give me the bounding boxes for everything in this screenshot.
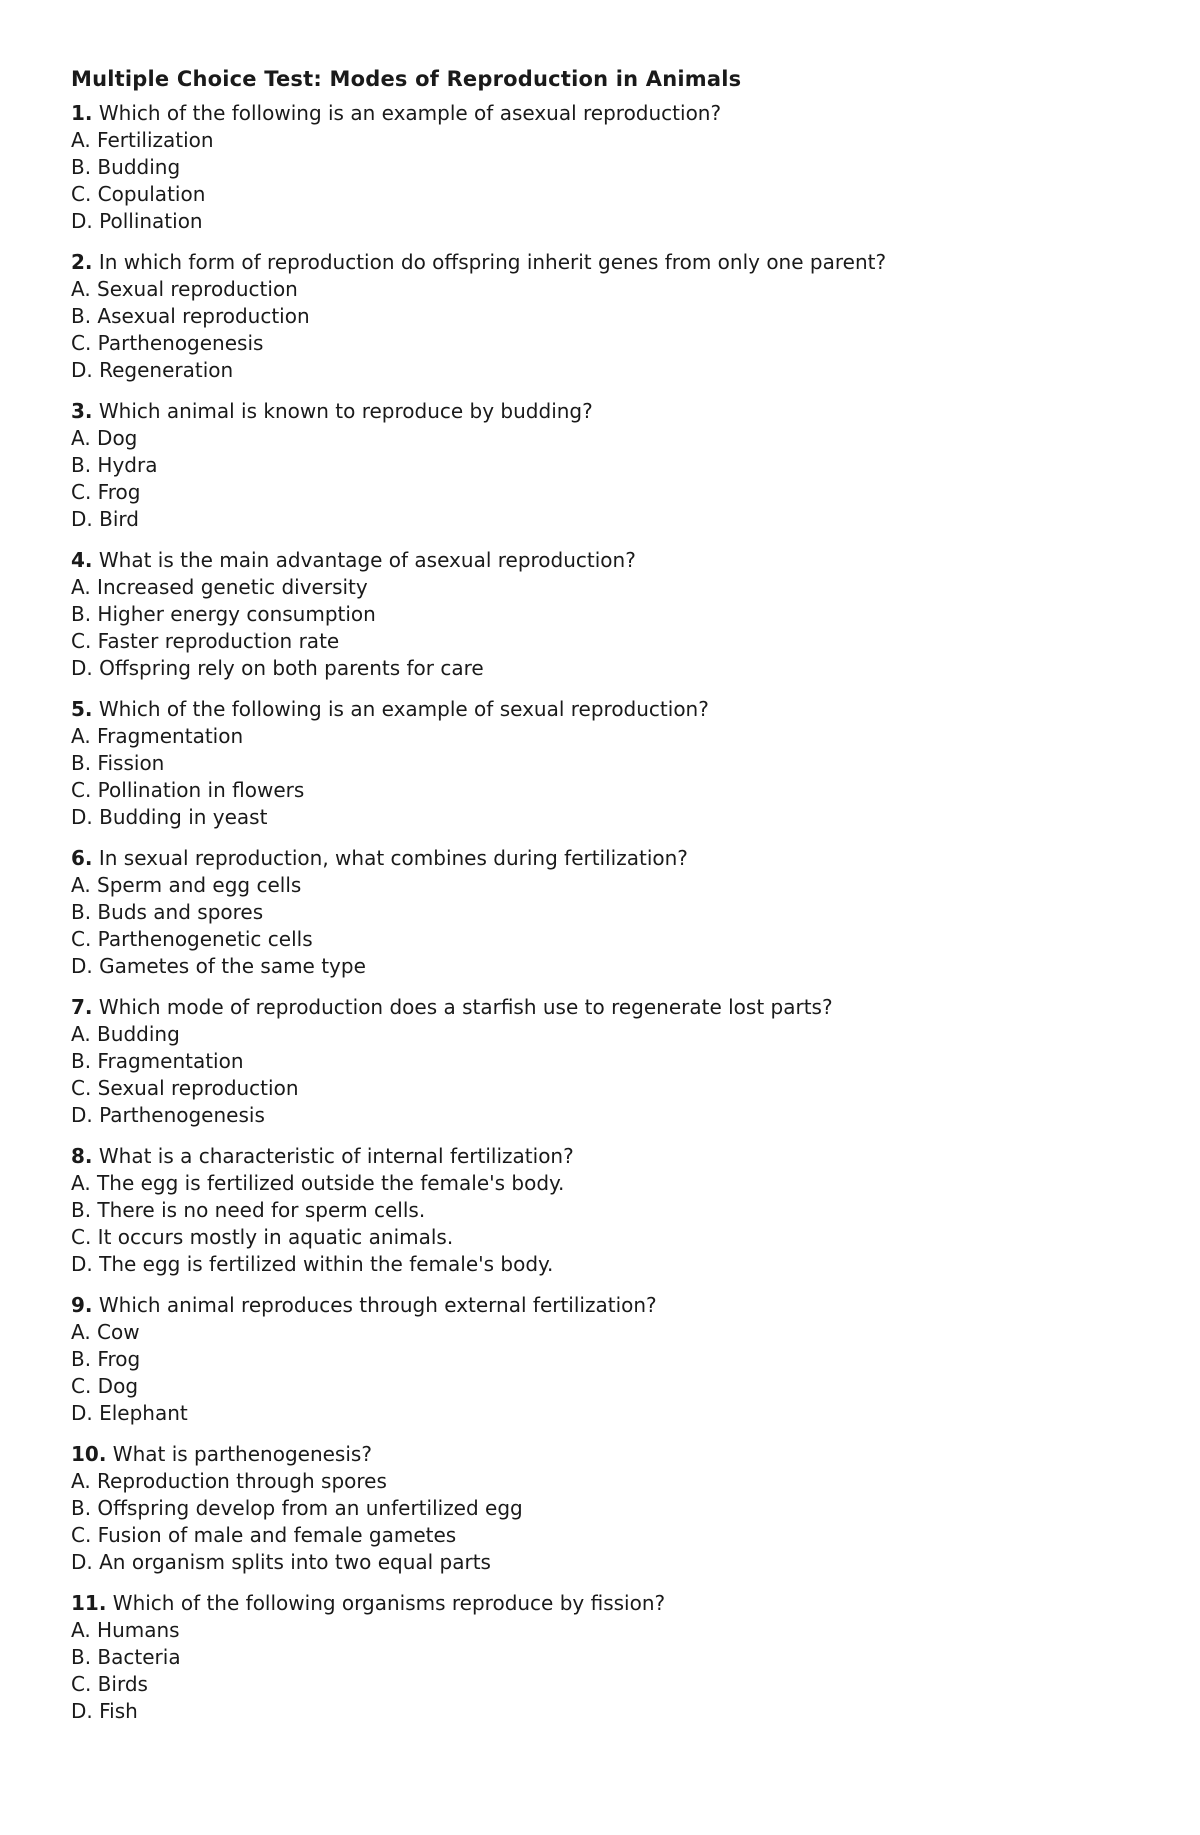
question-text: Which animal is known to reproduce by budding?	[92, 399, 593, 423]
answer-option: A. Humans	[71, 1618, 180, 1642]
answer-option: B. Frog	[71, 1347, 141, 1371]
answer-option: C. Pollination in flowers	[71, 778, 305, 802]
answer-option: B. Asexual reproduction	[71, 304, 310, 328]
answer-option: B. Fission	[71, 751, 165, 775]
question-block	[71, 994, 1140, 1129]
question-text: What is a characteristic of internal fertilization?	[92, 1144, 574, 1168]
answer-option: D. Bird	[71, 507, 139, 531]
answer-option: D. Budding in yeast	[71, 805, 268, 829]
question-text: In which form of reproduction do offspring inherit genes from only one parent?	[92, 250, 887, 274]
question-number: 1.	[71, 101, 93, 125]
page-title: Multiple Choice Test: Modes of Reproduction in Animals	[71, 67, 742, 91]
answer-option: C. Dog	[71, 1374, 139, 1398]
question-block	[71, 1143, 1140, 1278]
question-stem	[71, 1292, 1140, 1319]
question-number: 9.	[71, 1293, 93, 1317]
answer-option: B. Hydra	[71, 453, 158, 477]
question-list	[71, 100, 1140, 1725]
answer-option: C. Sexual reproduction	[71, 1076, 299, 1100]
answer-option: D. Parthenogenesis	[71, 1103, 265, 1127]
question-block	[71, 1590, 1140, 1725]
question-number: 2.	[71, 250, 93, 274]
question-text: In sexual reproduction, what combines during fertilization?	[92, 846, 688, 870]
answer-option: B. Offspring develop from an unfertilized egg	[71, 1496, 523, 1520]
question-number: 10.	[71, 1442, 107, 1466]
answer-option: C. Parthenogenesis	[71, 331, 264, 355]
question-number: 7.	[71, 995, 93, 1019]
question-stem	[71, 1143, 1140, 1170]
question-text: What is parthenogenesis?	[106, 1442, 372, 1466]
question-block	[71, 696, 1140, 831]
answer-option: C. It occurs mostly in aquatic animals.	[71, 1225, 454, 1249]
answer-option: B. Bacteria	[71, 1645, 181, 1669]
question-block	[71, 249, 1140, 384]
question-stem	[71, 547, 1140, 574]
answer-option: A. Fragmentation	[71, 724, 244, 748]
question-text: Which of the following is an example of asexual reproduction?	[92, 101, 722, 125]
question-stem	[71, 398, 1140, 425]
question-stem	[71, 1441, 1140, 1468]
answer-option: C. Frog	[71, 480, 141, 504]
question-stem	[71, 696, 1140, 723]
question-stem	[71, 1590, 1140, 1617]
answer-option: A. Sperm and egg cells	[71, 873, 302, 897]
answer-option: C. Birds	[71, 1672, 148, 1696]
answer-option: B. Budding	[71, 155, 181, 179]
answer-option: A. Dog	[71, 426, 138, 450]
answer-option: A. Reproduction through spores	[71, 1469, 387, 1493]
question-text: Which of the following organisms reproduce by fission?	[106, 1591, 666, 1615]
answer-option: D. Elephant	[71, 1401, 188, 1425]
answer-option: D. An organism splits into two equal parts	[71, 1550, 491, 1574]
question-text: Which animal reproduces through external fertilization?	[92, 1293, 657, 1317]
question-number: 11.	[71, 1591, 107, 1615]
question-stem	[71, 845, 1140, 872]
question-number: 6.	[71, 846, 93, 870]
answer-option: B. Buds and spores	[71, 900, 264, 924]
question-text: Which mode of reproduction does a starfish use to regenerate lost parts?	[92, 995, 833, 1019]
answer-option: B. There is no need for sperm cells.	[71, 1198, 426, 1222]
question-number: 5.	[71, 697, 93, 721]
answer-option: A. Budding	[71, 1022, 180, 1046]
question-number: 3.	[71, 399, 93, 423]
answer-option: A. The egg is fertilized outside the female's body.	[71, 1171, 565, 1195]
answer-option: C. Parthenogenetic cells	[71, 927, 313, 951]
question-text: What is the main advantage of asexual reproduction?	[92, 548, 636, 572]
question-number: 8.	[71, 1144, 93, 1168]
answer-option: A. Cow	[71, 1320, 140, 1344]
question-block	[71, 100, 1140, 235]
answer-option: A. Increased genetic diversity	[71, 575, 368, 599]
question-block	[71, 1441, 1140, 1576]
question-stem	[71, 994, 1140, 1021]
question-stem	[71, 100, 1140, 127]
answer-option: B. Higher energy consumption	[71, 602, 376, 626]
answer-option: C. Fusion of male and female gametes	[71, 1523, 457, 1547]
answer-option: D. Gametes of the same type	[71, 954, 366, 978]
answer-option: D. Offspring rely on both parents for care	[71, 656, 484, 680]
answer-option: D. Fish	[71, 1699, 138, 1723]
question-block	[71, 1292, 1140, 1427]
answer-option: D. Regeneration	[71, 358, 234, 382]
question-block	[71, 547, 1140, 682]
answer-option: D. Pollination	[71, 209, 203, 233]
question-number: 4.	[71, 548, 93, 572]
question-text: Which of the following is an example of sexual reproduction?	[92, 697, 709, 721]
answer-option: A. Fertilization	[71, 128, 214, 152]
question-block	[71, 845, 1140, 980]
answer-option: C. Faster reproduction rate	[71, 629, 340, 653]
answer-option: C. Copulation	[71, 182, 206, 206]
answer-option: A. Sexual reproduction	[71, 277, 298, 301]
answer-option: D. The egg is fertilized within the female's body.	[71, 1252, 554, 1276]
answer-option: B. Fragmentation	[71, 1049, 244, 1073]
question-stem	[71, 249, 1140, 276]
question-block	[71, 398, 1140, 533]
